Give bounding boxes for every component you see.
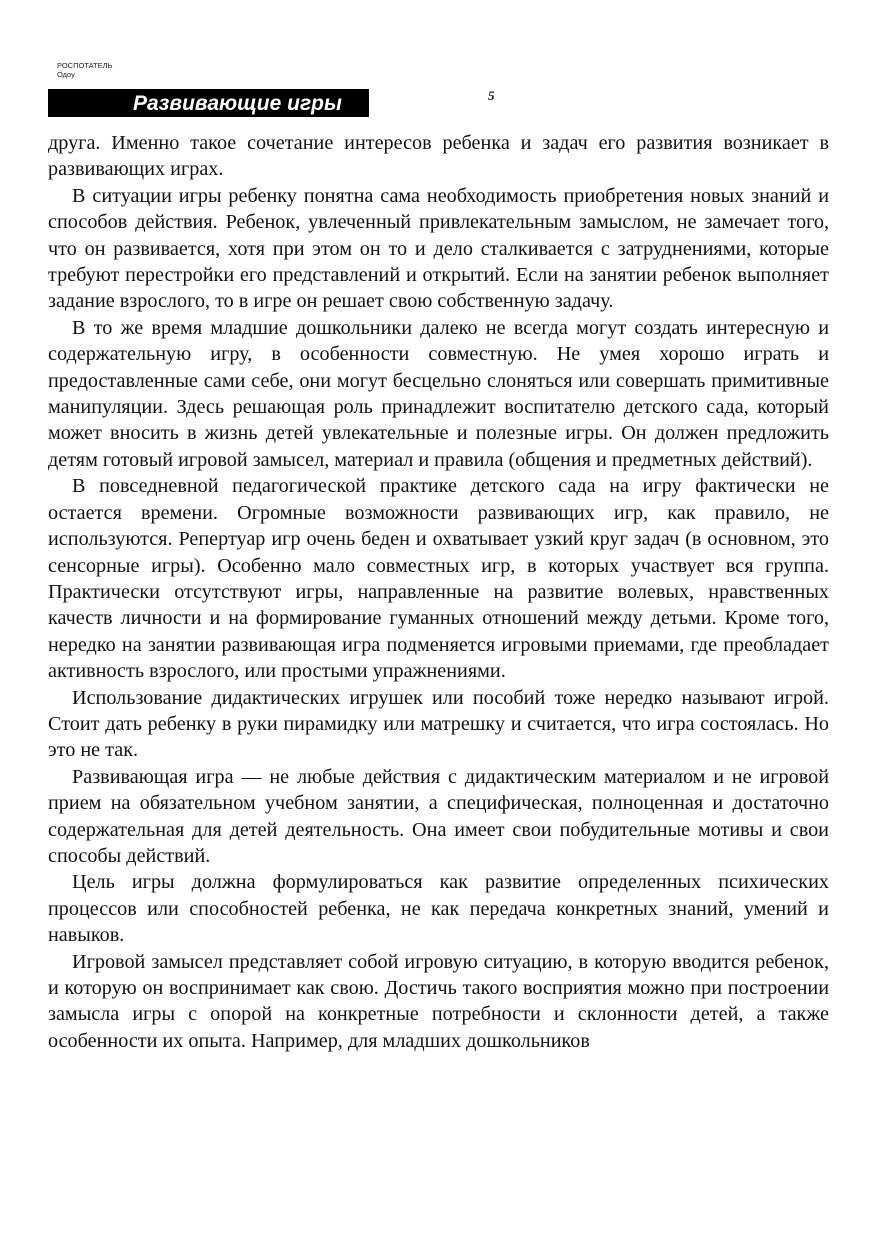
page-number: 5 — [488, 88, 495, 103]
paragraph-7: Цель игры должна формулироваться как развитие определенных психических процессов или способностей ребенка, не как передача конкретных знаний, умений и навыков. — [48, 871, 829, 947]
page-title: Развивающие игры — [133, 92, 342, 115]
paragraph-3: В то же время младшие дошкольники далеко не всегда могут создать интересную и содержательную игру, в особенности совместную. Не умея хорошо играть и предоставленные сами себе, они могут бесцельно слоняться или совершать примитивные манипуляции. Здесь решающая роль принадлежит воспитателю детского сада, который может вносить в жизнь детей увлекательные и полезные игры. Он должен предложить детям готовый игровой замысел, материал и правила (общения и предметных действий). — [48, 316, 829, 471]
body-text — [48, 130, 829, 1054]
paragraph-1: друга. Именно такое сочетание интересов ребенка и задач его развития возникает в развивающих играх. — [48, 132, 829, 181]
paragraph-4: В повседневной педагогической практике детского сада на игру фактически не остается времени. Огромные возможности развивающих игр, как правило, не используются. Репертуар игр очень беден и охватывает узкий круг задач (в основном, это сенсорные игры). Особенно мало совместных игр, в которых участвует вся группа. Практически отсутствуют игры, направленные на развитие волевых, нравственных качеств личности и на формирование гуманных отношений между детьми. Кроме того, нередко на занятии развивающая игра подменяется игровыми приемами, где преобладает активность взрослого, или простыми упражнениями. — [48, 475, 829, 683]
header-subtitle: Одоу — [57, 70, 75, 79]
paragraph-5: Использование дидактических игрушек или пособий тоже нередко называют игрой. Стоит дать ребенку в руки пирамидку или матрешку и считается, что игра состоялась. Но это не так. — [48, 686, 829, 762]
header-author: РОСПОТАТЕЛЬ — [57, 61, 113, 70]
paragraph-2: В ситуации игры ребенку понятна сама необходимость приобретения новых знаний и способов действия. Ребенок, увлеченный привлекательным замыслом, не замечает того, что он развивается, хотя при этом он то и дело сталкивается с затруднениями, которые требуют перестройки его представлений и открытий. Если на занятии ребенок выполняет задание взрослого, то в игре он решает свою собственную задачу. — [48, 184, 829, 313]
paragraph-6: Развивающая игра — не любые действия с дидактическим материалом и не игровой прием на обязательном учебном занятии, а специфическая, полноценная и достаточно содержательная для детей деятельность. Она имеет свои побудительные мотивы и свои способы действий. — [48, 765, 829, 867]
running-header — [57, 61, 113, 79]
paragraph-8: Игровой замысел представляет собой игровую ситуацию, в которую вводится ребенок, и которую он воспринимает как свою. Достичь такого восприятия можно при построении замысла игры с опорой на конкретные потребности и склонности детей, а также особенности их опыта. Например, для младших дошкольников — [48, 950, 829, 1052]
